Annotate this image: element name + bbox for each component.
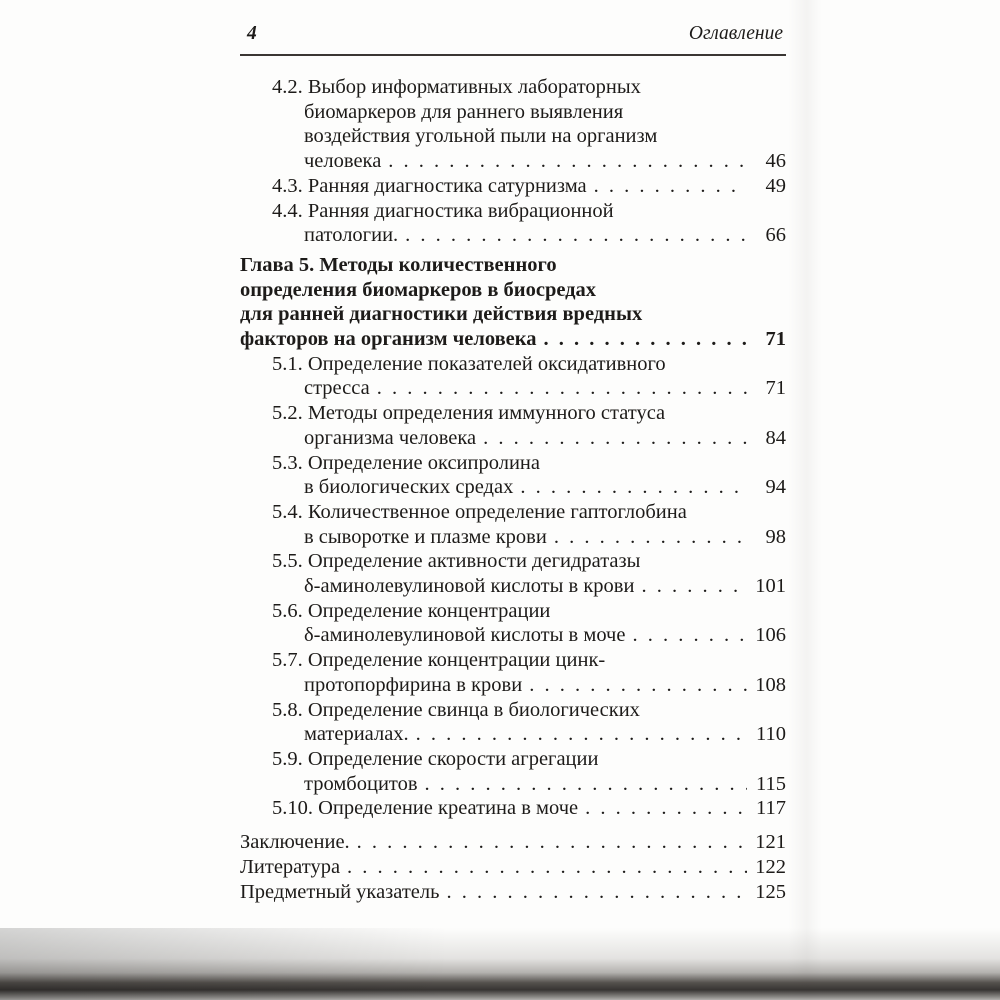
toc-entry — [240, 253, 786, 352]
toc-entry-text: факторов на организм человека — [240, 328, 537, 351]
toc-page-number: 117 — [756, 797, 786, 820]
running-header — [240, 22, 786, 46]
toc-entry-line: 4.4. Ранняя диагностика вибрационной — [272, 199, 614, 222]
dot-leader — [447, 880, 748, 905]
toc-entry — [240, 855, 786, 880]
dot-leader — [520, 475, 747, 500]
toc-entry-line: биомаркеров для раннего выявления — [304, 100, 624, 123]
toc-entry-line: 5.4. Количественное определение гаптоглобина — [272, 500, 687, 523]
toc-entry-text: материалах. — [304, 723, 409, 746]
toc-entry-text: организма человека — [304, 426, 477, 449]
toc-entry — [240, 500, 786, 549]
page-number: 4 — [247, 23, 257, 44]
toc-entry-text: тромбоцитов — [304, 772, 418, 795]
toc-entry-lastline — [240, 475, 786, 500]
toc-entry-lastline — [240, 722, 786, 747]
toc-entry-line: 4.2. Выбор информативных лабораторных — [272, 76, 641, 98]
toc-entry — [240, 75, 786, 174]
toc-page-number: 122 — [755, 855, 786, 878]
book-bottom-edge — [0, 928, 1000, 1000]
toc-page-number: 49 — [765, 174, 786, 197]
toc-entry-text: Заключение. — [240, 831, 350, 854]
toc-entry-line: 5.8. Определение свинца в биологических — [272, 698, 640, 721]
toc-entry-text: человека — [304, 150, 382, 173]
toc-entry-line: 5.2. Методы определения иммунного статуса — [272, 402, 666, 425]
toc-entry-text: протопорфирина в крови — [304, 673, 523, 696]
toc-page-number: 94 — [765, 476, 786, 499]
toc-page-number: 66 — [765, 224, 786, 247]
toc-page-number: 108 — [755, 673, 786, 696]
toc-page-number: 71 — [765, 328, 786, 351]
toc-entry-line: Глава 5. Методы количественного — [240, 253, 557, 276]
toc-entry-text: δ-аминолевулиновой кислоты в моче — [304, 624, 626, 647]
toc-entry-text: стресса — [304, 377, 370, 400]
toc-entry-text: Предметный указатель — [240, 880, 440, 903]
dot-leader — [554, 525, 747, 550]
toc-entry-line: 5.6. Определение концентрации — [272, 599, 551, 622]
toc-entry-text: в сыворотке и плазме крови — [304, 525, 547, 548]
toc-entry — [240, 451, 786, 500]
toc-entries — [240, 75, 786, 904]
toc-entry-line: воздействия угольной пыли на организм — [304, 125, 658, 148]
toc-entry-text: Литература — [240, 855, 341, 878]
toc-entry-lastline — [240, 796, 786, 821]
toc-entry — [240, 648, 786, 697]
toc-entry-lastline — [240, 880, 786, 905]
header-rule — [240, 54, 786, 56]
toc-page-number: 106 — [755, 624, 786, 647]
toc-page-number: 121 — [755, 831, 786, 854]
toc-entry-text: δ-аминолевулиновой кислоты в крови — [304, 575, 635, 598]
toc-entry-lastline — [240, 376, 786, 401]
toc-entry — [240, 352, 786, 401]
toc-entry-lastline — [240, 673, 786, 698]
toc-page-number: 71 — [765, 377, 786, 400]
toc-entry-lastline — [240, 426, 786, 451]
toc-entry — [240, 199, 786, 248]
page-edge-shadow — [788, 0, 822, 1000]
dot-leader — [529, 673, 747, 698]
dot-leader — [357, 830, 747, 855]
running-header-title: Оглавление — [688, 23, 783, 44]
dot-leader — [347, 855, 747, 880]
dot-leader — [416, 722, 747, 747]
dot-leader — [594, 174, 747, 199]
toc-entry — [240, 830, 786, 855]
toc-entry — [240, 747, 786, 796]
toc-entry-lastline — [240, 525, 786, 550]
toc-entry-line: определения биомаркеров в биосредах — [240, 278, 597, 301]
toc-entry-line: 5.5. Определение активности дегидратазы — [272, 550, 641, 573]
dot-leader — [641, 574, 747, 599]
toc-entry-lastline — [240, 772, 786, 797]
toc-entry-line: 5.3. Определение оксипролина — [272, 451, 540, 474]
toc-entry — [240, 880, 786, 905]
toc-entry-text: патологии. — [304, 224, 399, 247]
dot-leader — [388, 149, 747, 174]
toc-entry — [240, 599, 786, 648]
toc-entry-lastline — [240, 223, 786, 248]
toc-entry — [240, 401, 786, 450]
toc-entry-lastline — [240, 623, 786, 648]
toc-entry-line: для ранней диагностики действия вредных — [240, 303, 643, 326]
toc-entry-text: в биологических средах — [304, 476, 514, 499]
toc-entry — [240, 796, 786, 821]
toc-entry-lastline — [240, 174, 786, 199]
toc-page-number: 84 — [765, 426, 786, 449]
toc-page-number: 101 — [755, 575, 786, 598]
toc-page-number: 115 — [756, 772, 786, 795]
toc-entry-text: 4.3. Ранняя диагностика сатурнизма — [272, 174, 587, 197]
dot-leader — [405, 223, 747, 248]
toc-entry-line: 5.9. Определение скорости агрегации — [272, 747, 599, 770]
dot-leader — [632, 623, 747, 648]
toc-entry-lastline — [240, 149, 786, 174]
toc-entry — [240, 549, 786, 598]
toc-page-number: 125 — [755, 880, 786, 903]
dot-leader — [544, 327, 747, 352]
toc-entry — [240, 174, 786, 199]
toc-page-number: 98 — [765, 525, 786, 548]
dot-leader — [425, 772, 747, 797]
toc-page — [240, 22, 786, 904]
toc-entry-lastline — [240, 830, 786, 855]
dot-leader — [483, 426, 747, 451]
toc-entry-text: 5.10. Определение креатина в моче — [272, 797, 579, 820]
dot-leader — [377, 376, 747, 401]
toc-page-number: 46 — [765, 150, 786, 173]
toc-entry-lastline — [240, 574, 786, 599]
toc-entry — [240, 698, 786, 747]
dot-leader — [585, 796, 747, 821]
toc-page-number: 110 — [756, 723, 786, 746]
toc-entry-line: 5.1. Определение показателей оксидативного — [272, 352, 666, 375]
toc-entry-lastline — [240, 327, 786, 352]
toc-entry-line: 5.7. Определение концентрации цинк- — [272, 649, 606, 672]
toc-entry-lastline — [240, 855, 786, 880]
